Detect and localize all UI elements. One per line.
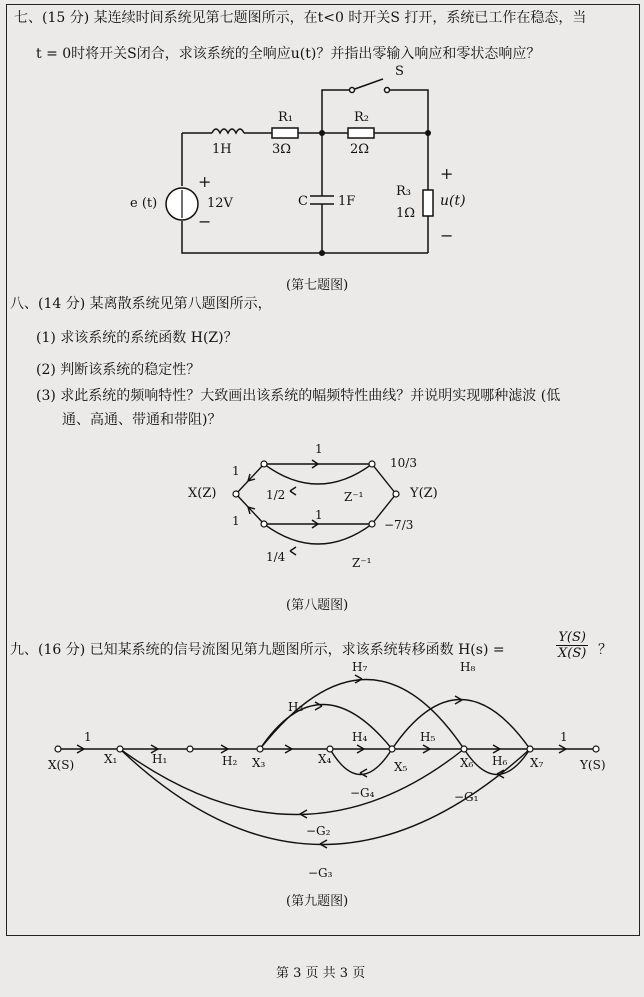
branch-h1: H₁ (152, 752, 168, 766)
q8-item3a: (3) 求此系统的频响特性？大致画出该系统的幅频特性曲线？并说明实现哪种滤波 (低 (36, 388, 561, 404)
node-ys: Y(S) (580, 758, 606, 772)
r3-value: 1Ω (396, 206, 416, 221)
feedback-gain-2: 1/4 (266, 550, 286, 564)
delay-1: Z⁻¹ (344, 490, 364, 504)
branch-h4: H₄ (352, 730, 368, 744)
q8-item1: (1) 求该系统的系统函数 H(Z)？ (36, 330, 238, 346)
q7-line2: t = 0时将开关S闭合，求该系统的全响应u(t)？并指出零输入响应和零状态响应？ (36, 46, 541, 62)
r3-label: R₃ (396, 184, 411, 199)
node-x1: X₁ (104, 752, 118, 766)
input-xz: X(Z) (188, 486, 217, 501)
capacitor-label: C (298, 194, 308, 209)
figure8-caption: (第八题图) (286, 598, 349, 613)
switch-label: S (395, 64, 404, 79)
source-value: 12V (207, 196, 233, 211)
r2-value: 2Ω (350, 142, 370, 157)
output-minus: − (440, 226, 454, 245)
node-x4: X₄ (318, 752, 332, 766)
source-minus: − (198, 212, 212, 231)
branch-h7: H₇ (352, 660, 368, 674)
q8-title: 八、(14 分) 某离散系统见第八题图所示， (10, 296, 272, 312)
feedback-g1: −G₁ (454, 790, 479, 804)
feedback-g2: −G₂ (306, 824, 331, 838)
gain-in2: 1 (232, 514, 240, 528)
r1-label: R₁ (278, 110, 293, 125)
node-x5: X₅ (394, 760, 408, 774)
source-plus: + (198, 172, 212, 191)
output-plus: + (440, 164, 454, 183)
q7-line1: 七、(15 分) 某连续时间系统见第七题图所示，在t<0 时开关S 打开，系统已工作在稳态，当 (14, 10, 587, 26)
gain-mid: 1 (315, 508, 323, 522)
feedback-gain-1: 1/2 (266, 488, 286, 502)
output-voltage: u(t) (440, 193, 466, 209)
capacitor-value: 1F (338, 194, 356, 209)
feedback-g3: −G₃ (308, 866, 333, 880)
node-xs: X(S) (48, 758, 75, 772)
branch-h6: H₆ (492, 754, 508, 768)
figure7-caption: (第七题图) (286, 278, 349, 293)
branch-h2: H₂ (222, 754, 238, 768)
node-x6: X₆ (460, 756, 474, 770)
q8-item2: (2) 判断该系统的稳定性？ (36, 362, 201, 378)
q9-question-mark: ？ (598, 642, 612, 658)
q8-item3b: 通、高通、带通和带阻)？ (62, 412, 222, 428)
fraction-numerator: Y(S) (556, 630, 588, 646)
transfer-fraction (556, 630, 588, 661)
node-x3: X₃ (252, 756, 266, 770)
r1-value: 3Ω (272, 142, 292, 157)
output-gain-2: −7/3 (384, 518, 414, 532)
page-footer: 第 3 页 共 3 页 (276, 966, 366, 981)
branch-h5: H₅ (420, 730, 436, 744)
gain-in: 1 (84, 730, 92, 744)
junction-dots (319, 130, 431, 256)
branch-h8: H₈ (460, 660, 476, 674)
branch-h3: H₃ (288, 700, 304, 714)
gain-top: 1 (315, 442, 323, 456)
fraction-denominator: X(S) (558, 646, 587, 661)
output-yz: Y(Z) (410, 486, 438, 501)
output-gain-1: 10/3 (390, 456, 417, 470)
figure9-caption: (第九题图) (286, 894, 349, 909)
gain-out: 1 (560, 730, 568, 744)
r2-label: R₂ (354, 110, 369, 125)
node-x7: X₇ (530, 756, 544, 770)
inductor-label: 1H (212, 142, 232, 157)
source-label: e (t) (130, 196, 158, 211)
delay-2: Z⁻¹ (352, 556, 372, 570)
feedback-g4: −G₄ (350, 786, 375, 800)
gain-in1: 1 (232, 464, 240, 478)
q9-title: 九、(16 分) 已知某系统的信号流图见第九题图所示，求该系统转移函数 H(s) = (10, 642, 505, 658)
